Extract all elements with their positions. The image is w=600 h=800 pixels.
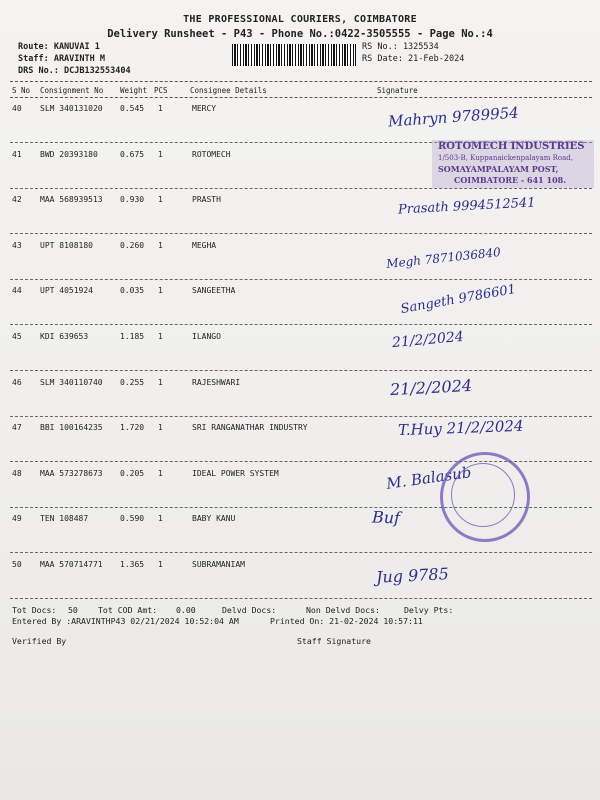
row-consignee: BABY KANU (192, 514, 236, 524)
table-row (0, 195, 600, 241)
rs-number: RS No.: 1325534 (362, 42, 439, 52)
route-label: Route: KANUVAI 1 (18, 42, 100, 52)
staff-signature: Staff Signature (297, 636, 371, 646)
col-pcs: PCS (154, 86, 168, 95)
row-separator (10, 324, 592, 325)
row-separator (10, 279, 592, 280)
handwritten-signature: 21/2/2024 (389, 375, 473, 399)
row-sno: 40 (12, 104, 22, 113)
row-sno: 46 (12, 377, 22, 387)
row-consignee: RAJESHWARI (192, 377, 241, 387)
row-consignment-no: KDI 639653 (40, 332, 89, 341)
company-title: THE PROFESSIONAL COURIERS, COIMBATORE (183, 14, 417, 25)
row-weight: 1.720 (120, 423, 145, 433)
company-stamp (432, 140, 594, 188)
row-weight: 0.255 (120, 377, 145, 387)
row-pcs: 1 (158, 149, 163, 159)
row-consignment-no: MAA 570714771 (40, 560, 103, 569)
row-consignment-no: UPT 8108180 (40, 240, 93, 250)
handwritten-signature: Buf (371, 507, 401, 528)
stamp-line-3: SOMAYAMPALAYAM POST, (438, 164, 559, 174)
row-sno: 45 (12, 332, 22, 341)
non-delvd-docs-label: Non Delvd Docs: (306, 605, 380, 615)
row-pcs: 1 (158, 195, 163, 205)
tot-cod-label: Tot COD Amt: (98, 605, 158, 615)
staff-label: Staff: ARAVINTH M (18, 54, 105, 64)
row-consignment-no: BBI 100164235 (40, 423, 103, 433)
row-consignee: SANGEETHA (192, 286, 236, 296)
row-sno: 50 (12, 560, 22, 569)
row-consignee: IDEAL POWER SYSTEM (192, 468, 279, 478)
row-pcs: 1 (158, 468, 163, 478)
delvd-docs-label: Delvd Docs: (222, 605, 277, 615)
tot-docs-label: Tot Docs: (12, 605, 57, 615)
row-pcs: 1 (158, 240, 163, 250)
table-row (0, 328, 600, 378)
row-pcs: 1 (158, 514, 163, 524)
drs-number: DRS No.: DCJB132553404 (18, 66, 131, 76)
row-weight: 0.260 (120, 240, 145, 250)
row-consignment-no: TEN 108487 (40, 514, 89, 524)
header-rule-top (10, 81, 592, 82)
row-weight: 1.185 (120, 332, 145, 341)
row-separator (10, 598, 592, 599)
row-weight: 0.035 (120, 286, 145, 296)
verified-by: Verified By (12, 636, 67, 646)
row-pcs: 1 (158, 104, 163, 113)
row-consignee: MERCY (192, 104, 217, 113)
row-weight: 0.205 (120, 468, 145, 478)
row-consignee: SRI RANGANATHAR INDUSTRY (192, 423, 308, 433)
row-sno: 49 (12, 514, 22, 524)
handwritten-signature: Prasath 9994512541 (397, 195, 536, 218)
handwritten-signature: 21/2/2024 (391, 328, 465, 352)
row-consignment-no: BWD 20393180 (40, 149, 98, 159)
row-weight: 0.675 (120, 149, 145, 159)
row-sno: 47 (12, 423, 22, 433)
row-separator (10, 552, 592, 553)
round-stamp-inner-ring (451, 463, 515, 527)
rs-date: RS Date: 21-Feb-2024 (362, 54, 465, 64)
handwritten-signature: Jug 9785 (375, 564, 450, 587)
row-separator (10, 370, 592, 371)
col-consignment: Consignment No (40, 86, 104, 95)
row-pcs: 1 (158, 332, 163, 341)
row-consignee: SUBRAMANIAM (192, 560, 245, 569)
handwritten-signature: Megh 7871036840 (385, 244, 502, 271)
table-row (0, 282, 600, 332)
stamp-line-4: COIMBATORE - 641 108. (454, 175, 566, 185)
row-weight: 0.545 (120, 104, 145, 113)
entered-by: Entered By :ARAVINTHP43 02/21/2024 10:52:04 AM (12, 616, 239, 626)
row-consignment-no: UPT 4051924 (40, 286, 93, 296)
round-stamp (440, 452, 530, 542)
row-consignee: ILANGO (192, 332, 221, 341)
col-signature: Signature (377, 86, 418, 95)
row-sno: 41 (12, 149, 22, 159)
handwritten-signature: M. Balasub (385, 462, 473, 493)
col-sno: S No (12, 86, 31, 95)
header-rule-bottom (10, 97, 592, 98)
delvy-pts-label: Delvy Pts: (404, 605, 454, 615)
handwritten-signature: Sangeth 9786601 (399, 282, 518, 318)
table-row (0, 241, 600, 287)
row-consignee: ROTOMECH (192, 149, 231, 159)
row-sno: 44 (12, 286, 22, 296)
col-consignee: Consignee Details (190, 86, 267, 95)
tot-cod-value: 0.00 (176, 605, 196, 615)
row-sno: 48 (12, 468, 22, 478)
barcode (232, 44, 356, 66)
row-consignee: PRASTH (192, 195, 221, 205)
stamp-line-1: ROTOMECH INDUSTRIES (438, 141, 585, 152)
row-sno: 42 (12, 195, 22, 205)
row-consignment-no: MAA 568939513 (40, 195, 103, 205)
row-consignment-no: SLM 340131020 (40, 104, 103, 113)
handwritten-signature: Mahryn 9789954 (387, 103, 520, 131)
row-pcs: 1 (158, 286, 163, 296)
row-separator (10, 233, 592, 234)
row-consignee: MEGHA (192, 240, 217, 250)
row-weight: 1.365 (120, 560, 145, 569)
tot-docs-value: 50 (68, 605, 78, 615)
row-pcs: 1 (158, 560, 163, 569)
runsheet-subtitle: Delivery Runsheet - P43 - Phone No.:0422-3505555 - Page No.:4 (107, 28, 493, 40)
row-weight: 0.590 (120, 514, 145, 524)
stamp-line-2: 1/503-B, Kuppanaickenpalayam Road, (438, 154, 574, 162)
row-consignment-no: SLM 340110740 (40, 377, 103, 387)
col-weight: Weight (120, 86, 148, 95)
row-pcs: 1 (158, 377, 163, 387)
row-weight: 0.930 (120, 195, 145, 205)
row-consignment-no: MAA 573278673 (40, 468, 103, 478)
printed-on: Printed On: 21-02-2024 10:57:11 (270, 616, 423, 626)
row-pcs: 1 (158, 423, 163, 433)
handwritten-signature: T.Huy 21/2/2024 (397, 417, 524, 440)
table-row (0, 560, 600, 606)
row-sno: 43 (12, 240, 22, 250)
